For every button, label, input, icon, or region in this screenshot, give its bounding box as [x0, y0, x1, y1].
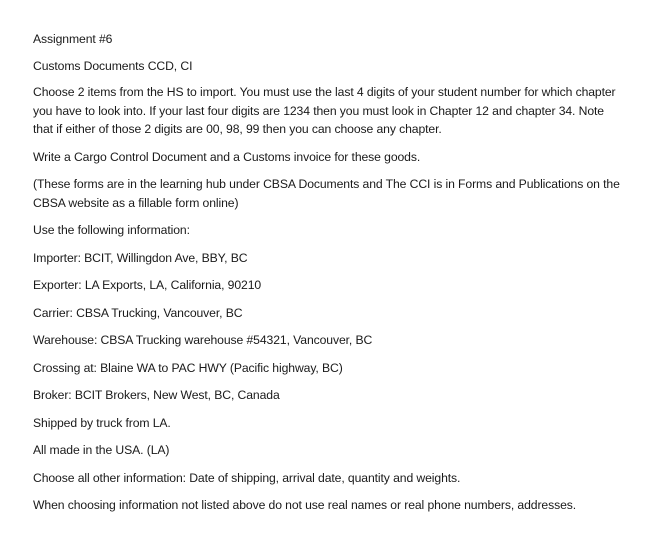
task-paragraph: Write a Cargo Control Document and a Customs invoice for these goods. [33, 149, 421, 164]
document-title: Assignment #6 [33, 32, 113, 46]
importer-line: Importer: BCIT, Willingdon Ave, BBY, BC [33, 250, 248, 265]
forms-note-paragraph: (These forms are in the learning hub under CBSA Documents and The CCI is in Forms and Publications on the CBSA website as a fillable form online) [33, 177, 620, 210]
broker-line: Broker: BCIT Brokers, New West, BC, Canada [33, 388, 280, 402]
exporter-line: Exporter: LA Exports, LA, California, 90210 [33, 278, 262, 292]
use-following-line: Use the following information: [33, 223, 190, 237]
made-in-line: All made in the USA. (LA) [33, 443, 170, 457]
shipped-line: Shipped by truck from LA. [33, 415, 171, 430]
document-subtitle: Customs Documents CCD, CI [33, 58, 193, 73]
crossing-line: Crossing at: Blaine WA to PAC HWY (Pacific highway, BC) [33, 360, 343, 375]
choose-other-line: Choose all other information: Date of shipping, arrival date, quantity and weights. [33, 470, 461, 485]
instructions-paragraph: Choose 2 items from the HS to import. You must use the last 4 digits of your student number for which chapter you have to look into. If your last four digits are 1234 then you must look in Chapter 12 and chapter 34. Note that if either of those 2 digits are 00, 98, 99 then you can choose any chapter. [33, 85, 616, 136]
warehouse-line: Warehouse: CBSA Trucking warehouse #54321, Vancouver, BC [33, 333, 373, 347]
warning-line: When choosing information not listed above do not use real names or real phone numbers, addresses. [33, 498, 577, 512]
carrier-line: Carrier: CBSA Trucking, Vancouver, BC [33, 305, 243, 320]
